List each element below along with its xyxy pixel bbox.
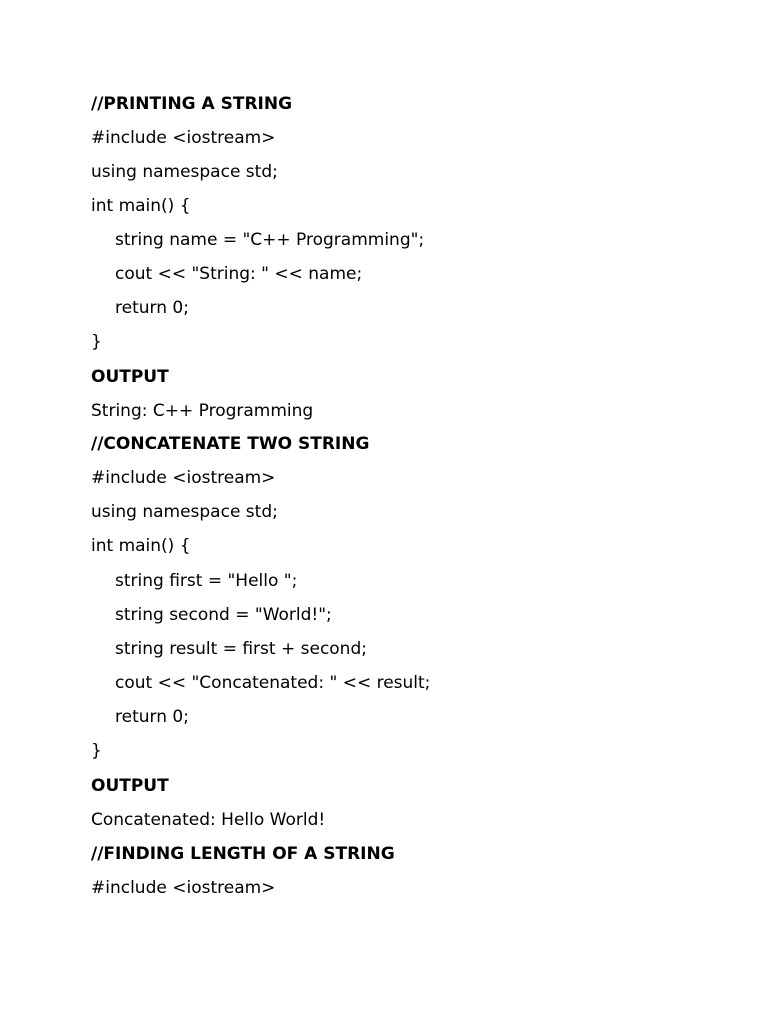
code-line: int main() { bbox=[91, 536, 191, 556]
section-heading: //FINDING LENGTH OF A STRING bbox=[91, 844, 395, 864]
code-line: cout << "String: " << name; bbox=[115, 264, 363, 284]
output-text: String: C++ Programming bbox=[91, 401, 314, 421]
code-line: #include <iostream> bbox=[91, 468, 276, 488]
code-line: string name = "C++ Programming"; bbox=[115, 230, 425, 250]
section-heading: //PRINTING A STRING bbox=[91, 94, 293, 114]
output-heading: OUTPUT bbox=[91, 776, 169, 796]
code-line: return 0; bbox=[115, 707, 189, 727]
code-line: } bbox=[91, 741, 102, 761]
code-line: using namespace std; bbox=[91, 502, 278, 522]
code-line: #include <iostream> bbox=[91, 128, 276, 148]
code-line: cout << "Concatenated: " << result; bbox=[115, 673, 431, 693]
code-line: string result = first + second; bbox=[115, 639, 367, 659]
section-heading: //CONCATENATE TWO STRING bbox=[91, 434, 370, 454]
code-line: #include <iostream> bbox=[91, 878, 276, 898]
output-text: Concatenated: Hello World! bbox=[91, 810, 326, 830]
code-line: int main() { bbox=[91, 196, 191, 216]
code-line: } bbox=[91, 332, 102, 352]
code-line: using namespace std; bbox=[91, 162, 278, 182]
code-line: return 0; bbox=[115, 298, 189, 318]
code-line: string first = "Hello "; bbox=[115, 571, 298, 591]
code-line: string second = "World!"; bbox=[115, 605, 332, 625]
output-heading: OUTPUT bbox=[91, 367, 169, 387]
